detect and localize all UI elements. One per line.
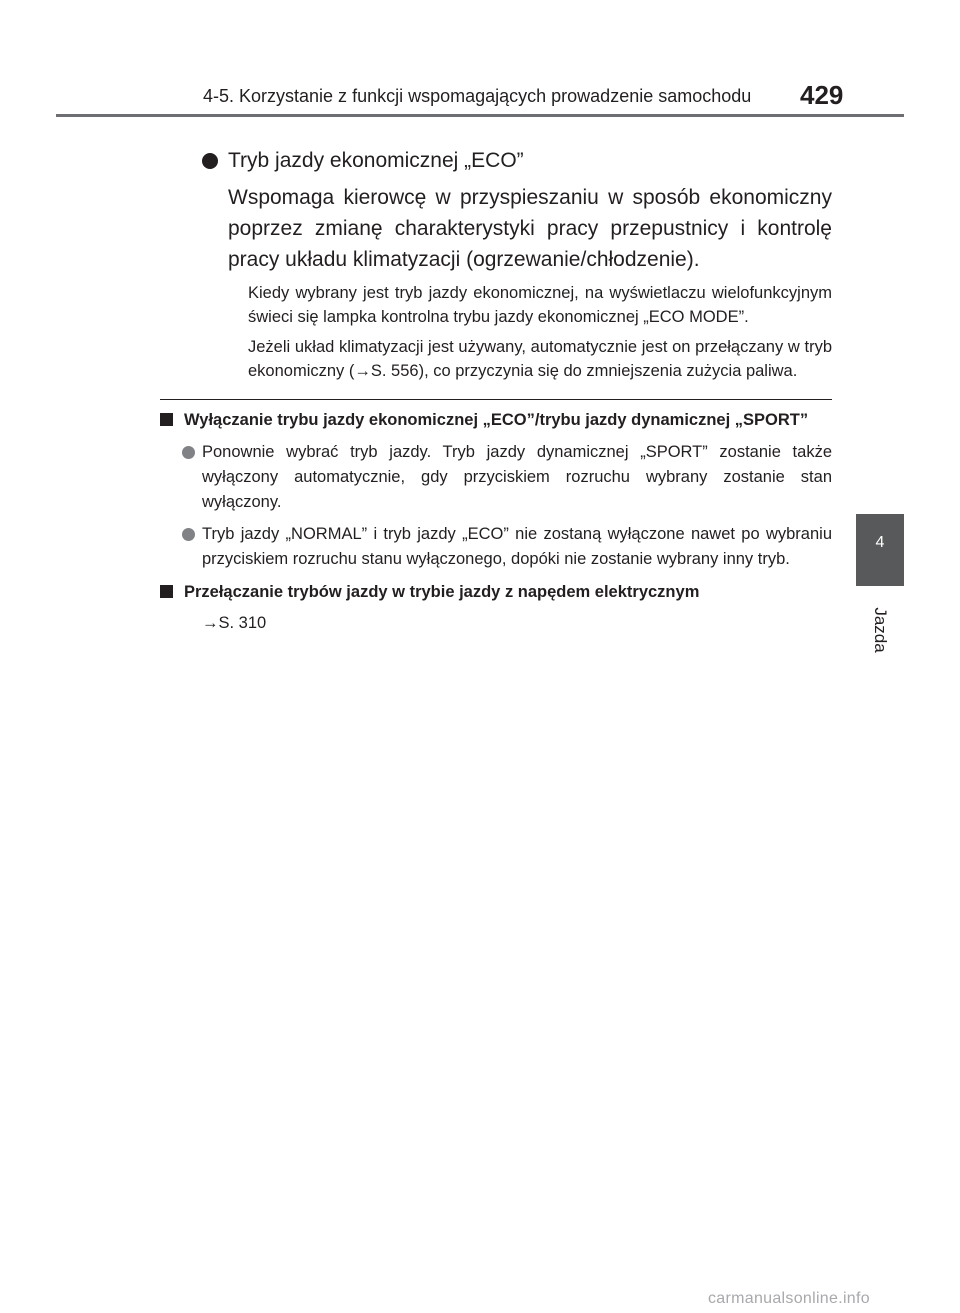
- eco-mode-note-1: Kiedy wybrany jest tryb jazdy ekonomicznej, na wyświetlaczu wielofunkcyjnym świeci się lampka kontrolna trybu jazdy ekonomicznej „ECO MODE”.: [248, 284, 832, 326]
- page-reference-link[interactable]: →S. 310: [202, 614, 267, 632]
- page-content: [160, 146, 832, 636]
- list-item: [160, 522, 832, 572]
- section-ev-heading-text: Przełączanie trybów jazdy w trybie jazdy z napędem elektrycznym: [184, 583, 700, 601]
- section-off-heading-text: Wyłączanie trybu jazdy ekonomicznej „ECO”/trybu jazdy dynamicznej „SPORT”: [184, 411, 809, 429]
- page-number: 429: [800, 80, 844, 110]
- square-bullet-icon: [160, 585, 173, 598]
- header-divider: [56, 114, 904, 117]
- bullet-dot-icon: [202, 153, 218, 169]
- list-item: [160, 440, 832, 515]
- eco-mode-block: [160, 146, 832, 383]
- header-section-title: 4-5. Korzystanie z funkcji wspomagających prowadzenie samochodu: [203, 86, 752, 106]
- square-bullet-icon: [160, 413, 173, 426]
- chapter-tab: [856, 514, 904, 586]
- chapter-label: Jazda: [871, 607, 890, 653]
- eco-mode-heading-text: Tryb jazdy ekonomicznej „ECO”: [228, 149, 524, 172]
- section-off-heading: [160, 408, 832, 433]
- section-divider: [160, 399, 832, 400]
- grey-bullet-icon: [182, 446, 195, 459]
- chapter-number: 4: [875, 534, 885, 551]
- grey-bullet-icon: [182, 528, 195, 541]
- eco-mode-note-2: Jeżeli układ klimatyzacji jest używany, automatycznie jest on przełączany w tryb ekonomiczny (→S. 556), co przyczynia się do zmniejszenia zużycia paliwa.: [248, 338, 832, 380]
- eco-mode-heading: [160, 146, 832, 176]
- section-ev-heading: [160, 580, 832, 605]
- eco-mode-description: Wspomaga kierowcę w przyspieszaniu w sposób ekonomiczny poprzez zmianę charakterystyki pracy przepustnicy i kontrolę pracy układu klimatyzacji (ogrzewanie/chłodzenie).: [228, 186, 832, 271]
- list-item-text: Tryb jazdy „NORMAL” i tryb jazdy „ECO” nie zostaną wyłączone nawet po wybraniu przyciskiem rozruchu stanu wyłączonego, dopóki nie zostanie wybrany inny tryb.: [202, 525, 832, 568]
- watermark: carmanualsonline.info: [708, 1290, 870, 1307]
- list-item-text: Ponownie wybrać tryb jazdy. Tryb jazdy dynamicznej „SPORT” zostanie także wyłączony automatycznie, gdy przyciskiem rozruchu wybrany zostanie stan wyłączony.: [202, 443, 832, 511]
